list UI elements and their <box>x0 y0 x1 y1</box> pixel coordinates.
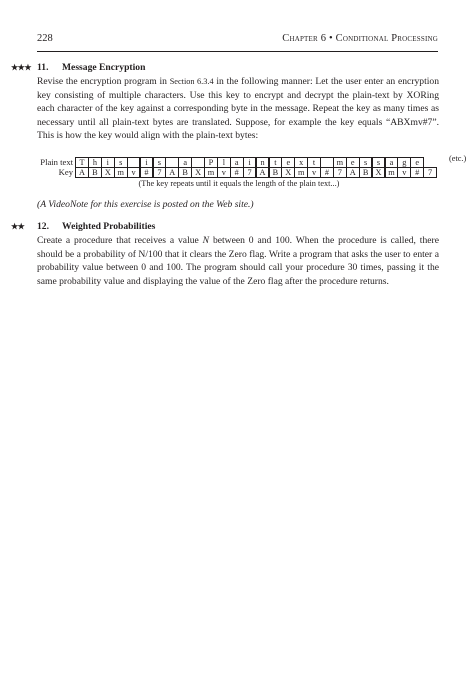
text-run: Revise the encryption program in <box>37 76 170 87</box>
key-cell: A <box>346 167 360 178</box>
videonote: (A VideoNote for this exercise is posted on the Web site.) <box>37 199 254 210</box>
plain-text-cell: s <box>114 157 128 168</box>
plain-text-cell: e <box>281 157 295 168</box>
exercise-12 <box>11 220 439 288</box>
key-cell: m <box>385 167 399 178</box>
key-cell: 7 <box>333 167 347 178</box>
plain-text-cell: a <box>385 157 399 168</box>
key-cell: m <box>114 167 128 178</box>
key-alignment-table <box>37 154 467 188</box>
variable-n: N <box>202 235 210 246</box>
key-cell: # <box>140 167 154 178</box>
key-cell: v <box>397 167 411 178</box>
plain-text-cell: m <box>333 157 347 168</box>
key-label: Key <box>58 167 73 177</box>
difficulty-stars: ★★★ <box>11 63 32 72</box>
plain-text-cell: g <box>397 157 411 168</box>
key-cell: # <box>230 167 244 178</box>
exercise-title: Message Encryption <box>62 62 146 73</box>
text-run: in the following manner: Let the user enter an encryption key consisting of multiple characters. Use this key to encrypt and decrypt the plain-text by XORing each character of the key against a corresponding byte in the message. Repeat the key as many times as necessary until all plain-text bytes are translated. Suppose, for example the key equals “ABXmv#7”. This is how the key would align with the plain-text bytes: <box>37 76 439 142</box>
key-cell: 7 <box>243 167 257 178</box>
key-cell: # <box>410 167 424 178</box>
key-cell: m <box>294 167 308 178</box>
running-head: Chapter 6 • Conditional Processing <box>282 33 438 44</box>
plain-text-cell: P <box>204 157 218 168</box>
key-cell: B <box>178 167 192 178</box>
exercise-12-heading <box>11 220 439 234</box>
plain-text-cell: h <box>88 157 102 168</box>
key-cell: X <box>372 167 386 178</box>
text-run: between 0 and 100. When the procedure is called, there should be a probability of N/100 that it clears the Zero flag. Write a program that asks the user to enter a probability value between 0 and 100. The program should call your procedure 30 times, passing it the same probability value and displaying the value of the Zero flag after the procedure returns. <box>37 235 439 287</box>
exercise-12-text <box>37 234 439 288</box>
etc-label: (etc.) <box>449 154 467 163</box>
page-number: 228 <box>37 33 53 44</box>
table-caption: (The key repeats until it equals the length of the plain text...) <box>138 179 340 188</box>
key-cell: A <box>256 167 270 178</box>
section-reference: Section 6.3.4 <box>169 77 214 86</box>
key-cell: m <box>204 167 218 178</box>
key-cell: A <box>165 167 179 178</box>
plain-text-cell: x <box>294 157 308 168</box>
key-cell: B <box>269 167 283 178</box>
key-cell: B <box>359 167 373 178</box>
key-cell: v <box>307 167 321 178</box>
header-rule <box>37 51 438 52</box>
key-cell: v <box>217 167 231 178</box>
exercise-title: Weighted Probabilities <box>62 221 156 232</box>
exercise-number: 11. <box>37 62 49 73</box>
plain-text-cell: l <box>217 157 231 168</box>
difficulty-stars: ★★ <box>11 222 25 231</box>
plain-text-row <box>37 154 467 167</box>
key-cell: X <box>101 167 115 178</box>
key-cell: X <box>281 167 295 178</box>
exercise-11-heading <box>11 61 439 75</box>
plain-text-cell: e <box>410 157 424 168</box>
plain-text-cell: a <box>230 157 244 168</box>
plain-text-cell: s <box>153 157 167 168</box>
key-row <box>37 167 441 177</box>
exercise-number: 12. <box>37 221 49 232</box>
key-cell: v <box>127 167 141 178</box>
key-cell: X <box>191 167 205 178</box>
key-cell: # <box>320 167 334 178</box>
plain-text-cell: T <box>75 157 89 168</box>
plain-text-cell: i <box>101 157 115 168</box>
plain-text-cell: t <box>269 157 283 168</box>
page-header <box>37 33 438 47</box>
text-run: Create a procedure that receives a value <box>37 235 203 246</box>
plain-text-cell: i <box>140 157 154 168</box>
plain-text-cell: i <box>243 157 257 168</box>
plain-text-cell: s <box>359 157 373 168</box>
exercise-11-text <box>37 75 439 143</box>
key-cells <box>76 167 437 178</box>
plain-text-label: Plain text <box>40 157 73 167</box>
key-cell: 7 <box>423 167 437 178</box>
plain-text-cell: e <box>346 157 360 168</box>
key-cell: A <box>75 167 89 178</box>
key-cell: 7 <box>153 167 167 178</box>
exercise-11 <box>11 61 439 143</box>
plain-text-cell: a <box>178 157 192 168</box>
plain-text-cell: s <box>372 157 386 168</box>
key-cell: B <box>88 167 102 178</box>
plain-text-cell: n <box>256 157 270 168</box>
plain-text-cell: t <box>307 157 321 168</box>
